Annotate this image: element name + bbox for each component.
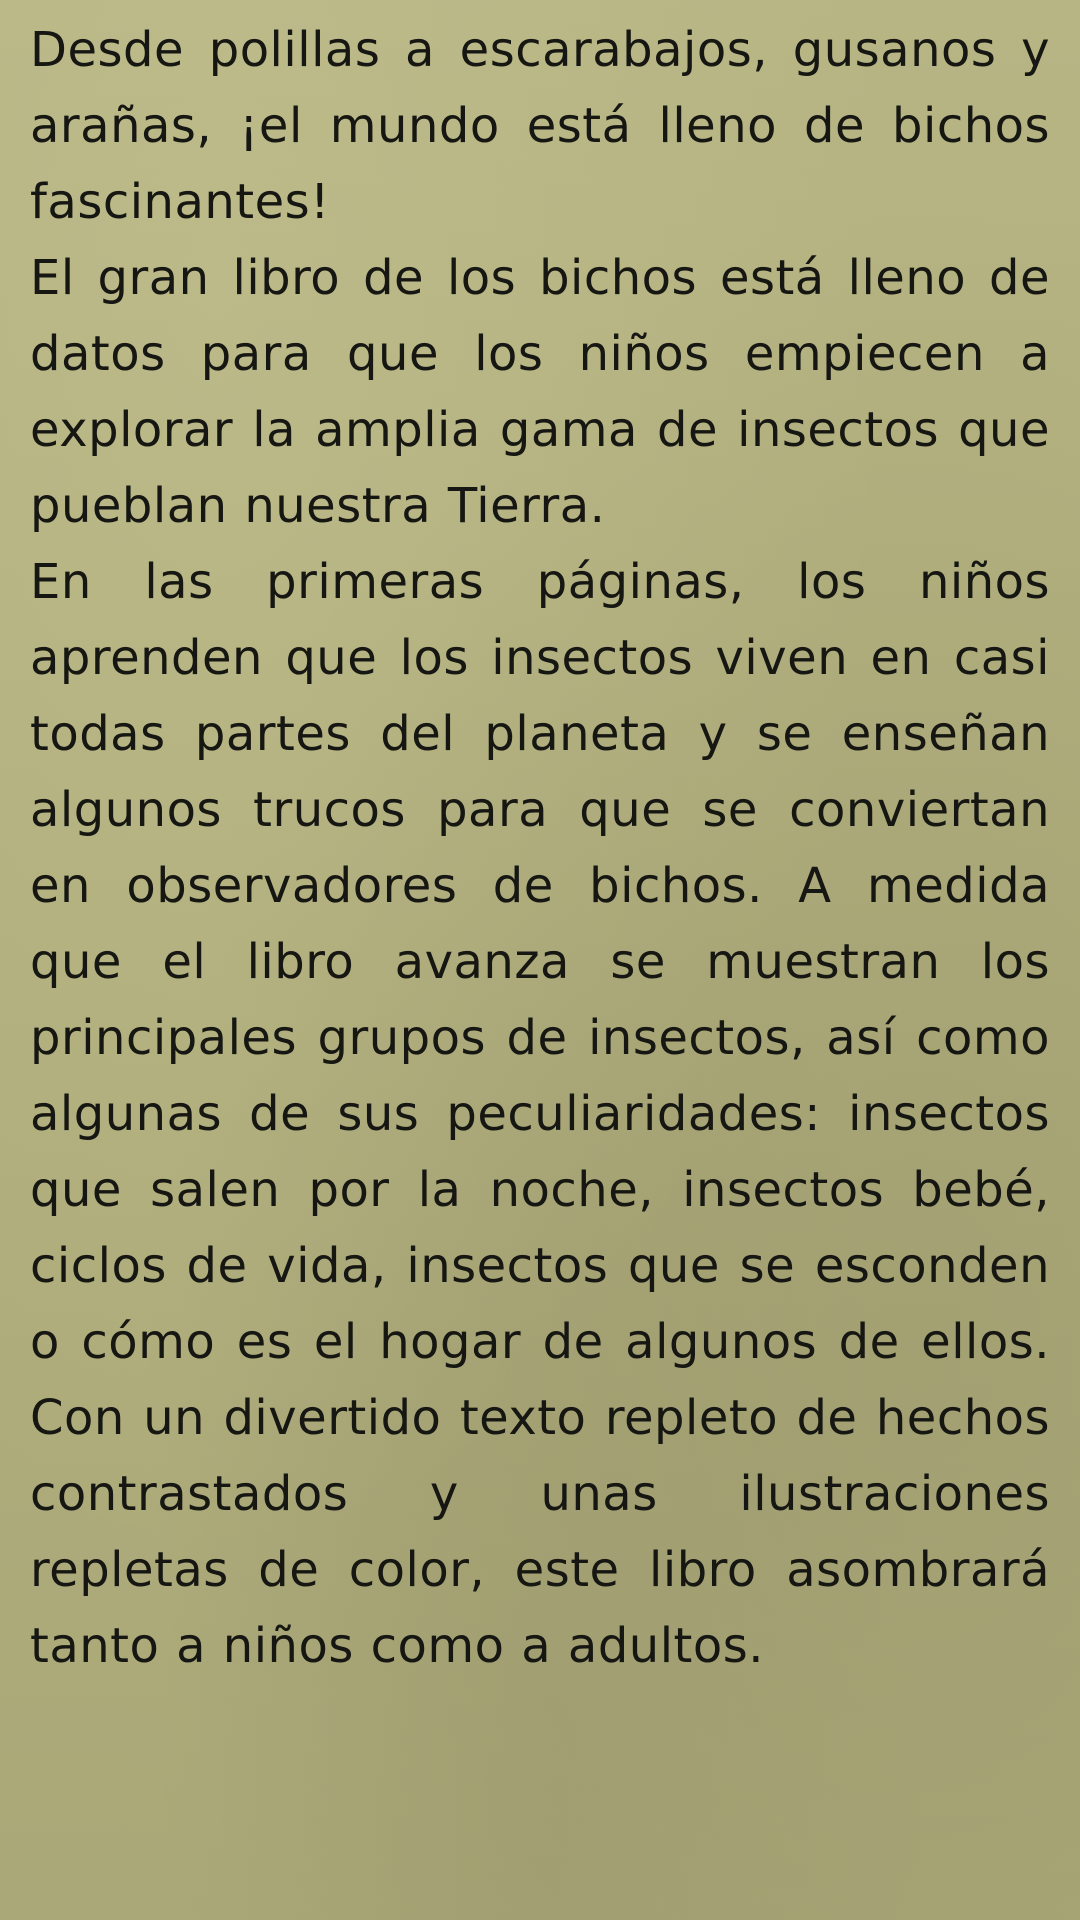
paragraph-intro: Desde polillas a escarabajos, gusanos y arañas, ¡el mundo está lleno de bichos fascinantes!	[30, 22, 1050, 230]
paragraph-details: En las primeras páginas, los niños aprenden que los insectos viven en casi todas partes del planeta y se enseñan algunos trucos para que se conviertan en observadores de bichos. A medida que el libro avanza se muestran los principales grupos de insectos, así como algunas de sus peculiaridades: insectos que salen por la noche, insectos bebé, ciclos de vida, insectos que se esconden o cómo es el hogar de algunos de ellos. Con un divertido texto repleto de hechos contrastados y unas ilustraciones repletas de color, este libro asombrará tanto a niños como a adultos.	[30, 554, 1050, 1674]
paragraph-book: El gran libro de los bichos está lleno de datos para que los niños empiecen a explorar la amplia gama de insectos que pueblan nuestra Tierra.	[30, 250, 1050, 534]
description-text	[30, 12, 1050, 1684]
